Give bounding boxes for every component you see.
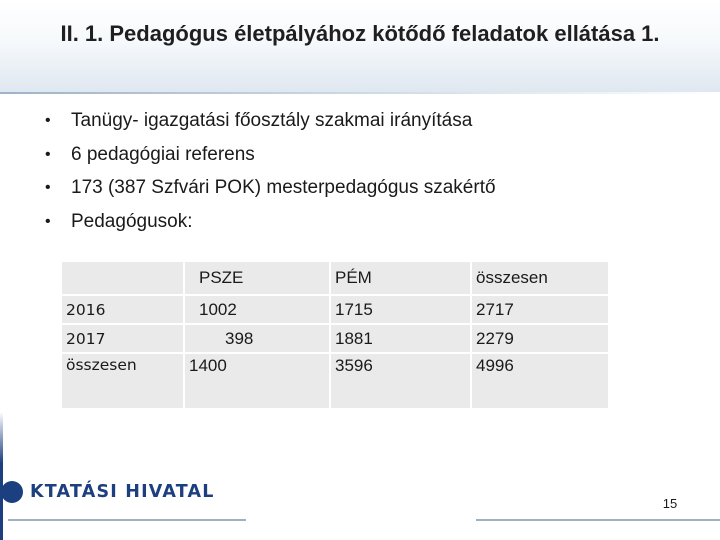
bullet-text: Pedagógusok:	[71, 210, 193, 232]
table-cell: 1881	[331, 325, 470, 352]
bullet-item	[45, 138, 496, 172]
table-header-row	[62, 262, 608, 294]
footer-rule-right	[476, 519, 720, 521]
bullet-text: 173 (387 Szfvári POK) mesterpedagógus szakértő	[71, 177, 496, 198]
slide-title: II. 1. Pedagógus életpályához kötődő feladatok ellátása 1.	[60, 21, 660, 46]
table-cell: 2717	[472, 296, 608, 323]
bullet-item	[45, 104, 496, 138]
footer-rule-left	[8, 519, 246, 521]
table-row-label: összesen	[62, 354, 183, 408]
oktatasi-hivatal-logo	[0, 476, 215, 508]
table-cell: 3596	[331, 354, 470, 408]
blue-circle-logo-icon	[0, 476, 24, 508]
bullet-marker: •	[45, 145, 51, 163]
table-row	[62, 325, 608, 352]
table-row	[62, 354, 608, 408]
table-cell: 1715	[331, 296, 470, 323]
table-row-label: 2016	[62, 296, 183, 323]
bullet-marker: •	[45, 179, 51, 196]
table-cell: 4996	[472, 354, 608, 408]
bullet-item	[45, 205, 496, 239]
teacher-stats-table	[60, 260, 610, 410]
logo-text: KTATÁSI HIVATAL	[30, 482, 215, 502]
table-row	[62, 296, 608, 323]
table-cell: 1400	[185, 354, 329, 408]
table-row-label: 2017	[62, 325, 183, 352]
bullet-text: Tanügy- igazgatási főosztály szakmai irányítása	[71, 110, 473, 131]
bullet-marker: •	[45, 112, 51, 129]
table-cell: 1002	[185, 296, 329, 323]
table-header-cell: összesen	[472, 262, 608, 294]
title-underline	[0, 92, 720, 94]
bullet-text: 6 pedagógiai referens	[71, 143, 255, 165]
page-number: 15	[662, 496, 678, 511]
bullet-marker: •	[45, 212, 51, 230]
table-header-cell	[62, 262, 183, 294]
table-header-cell: PÉM	[331, 262, 470, 294]
table-cell: 398	[185, 325, 329, 352]
table-header-cell: PSZE	[185, 262, 329, 294]
bullet-item	[45, 171, 496, 205]
bullet-list	[45, 104, 496, 238]
table-cell: 2279	[472, 325, 608, 352]
